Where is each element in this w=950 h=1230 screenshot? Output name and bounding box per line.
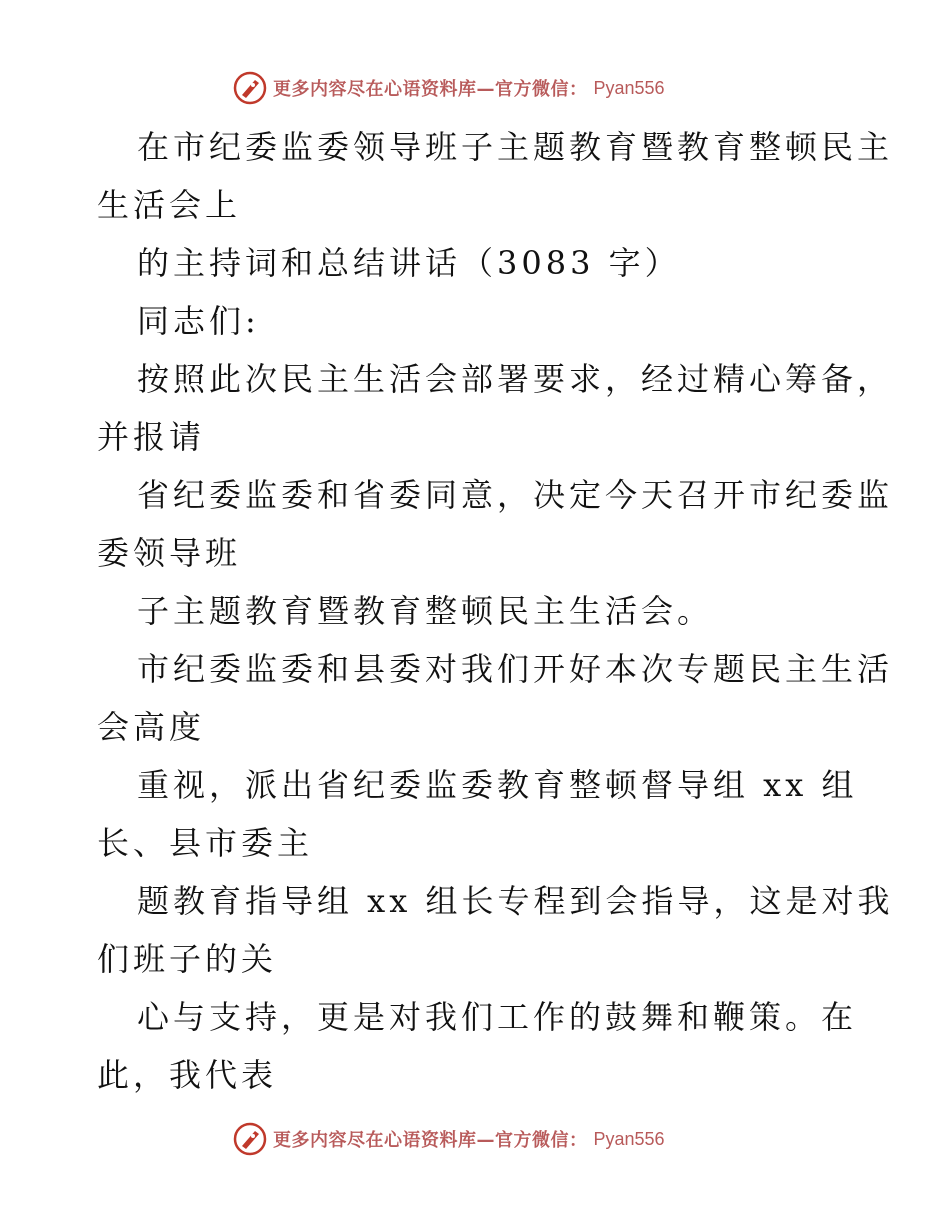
- watermark-wechat-id: Pyan556: [593, 77, 665, 98]
- watermark-text: 更多内容尽在心语资料库—官方微信：: [273, 1130, 588, 1151]
- header-watermark: [233, 70, 665, 106]
- watermark-wechat-id: Pyan556: [593, 1128, 665, 1149]
- text-line: 生活会上: [97, 186, 242, 224]
- document-body: [97, 118, 894, 1104]
- text-line: 省纪委监委和省委同意，决定今天召开市纪委监: [137, 476, 894, 514]
- text-line: 长、县市委主: [97, 824, 314, 862]
- text-line: 重视，派出省纪委监委教育整顿督导组 xx 组: [137, 766, 858, 804]
- text-line: 市纪委监委和县委对我们开好本次专题民主生活: [137, 650, 894, 688]
- text-line: 题教育指导组 xx 组长专程到会指导，这是对我: [137, 882, 894, 920]
- text-line: 并报请: [97, 418, 206, 456]
- text-line: 按照此次民主生活会部署要求，经过精心筹备，: [137, 360, 894, 398]
- text-line: 心与支持，更是对我们工作的鼓舞和鞭策。在: [137, 998, 858, 1036]
- watermark-text: 更多内容尽在心语资料库—官方微信：: [273, 79, 588, 100]
- text-line: 此，我代表: [97, 1056, 278, 1094]
- text-line: 的主持词和总结讲话（3083 字）: [137, 244, 681, 282]
- footer-watermark: [233, 1121, 665, 1157]
- text-line: 们班子的关: [97, 940, 278, 978]
- text-line: 会高度: [97, 708, 206, 746]
- pen-nib-logo-icon: [233, 71, 267, 105]
- pen-nib-logo-icon: [233, 1122, 267, 1156]
- text-line: 委领导班: [97, 534, 242, 572]
- text-line: 子主题教育暨教育整顿民主生活会。: [137, 592, 714, 630]
- text-line: 同志们:: [137, 302, 260, 340]
- text-line: 在市纪委监委领导班子主题教育暨教育整顿民主: [137, 128, 894, 166]
